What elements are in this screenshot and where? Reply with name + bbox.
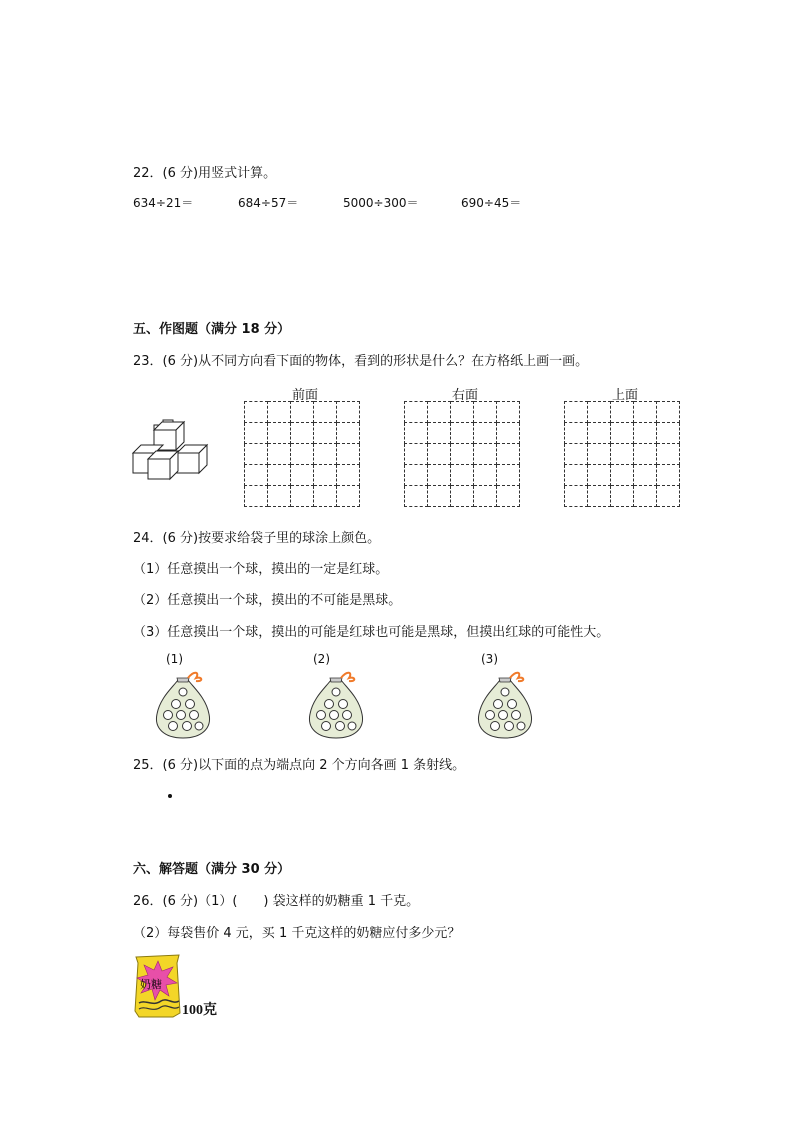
grid-right[interactable] [404,401,520,507]
bag-label-2: (2) [313,652,330,666]
section5-heading: 五、作图题（满分 18 分） [133,322,291,337]
endpoint-dot[interactable] [166,792,174,800]
q24-item-1: （1）任意摸出一个球，摸出的一定是红球。 [133,562,389,577]
view-label-right: 右面 [451,388,478,403]
q26-sub: （2）每袋售价 4 元，买 1 千克这样的奶糖应付多少元？ [133,926,461,941]
view-label-top: 上面 [611,388,638,403]
q22-expr-4: 690÷45＝ [461,196,522,210]
bag-label-3: (3) [481,652,498,666]
ball-bag-2[interactable] [305,668,367,740]
q22-expr-3: 5000÷300＝ [343,196,419,210]
cubes-figure [130,415,212,483]
q25-title: 25．(6 分)以下面的点为端点向 2 个方向各画 1 条射线。 [133,758,466,773]
candy-pack-label: 奶糖 [140,978,162,991]
q26-title: 26．(6 分)（1）( ) 袋这样的奶糖重 1 千克。 [133,894,420,909]
q24-item-3: （3）任意摸出一个球，摸出的可能是红球也可能是黑球，但摸出红球的可能性大。 [133,625,610,640]
q24-title: 24．(6 分)按要求给袋子里的球涂上颜色。 [133,531,381,546]
grid-front[interactable] [244,401,360,507]
q22-expr-1: 634÷21＝ [133,196,194,210]
ball-bag-3[interactable] [474,668,536,740]
view-label-front: 前面 [291,388,318,403]
q24-item-2: （2）任意摸出一个球，摸出的不可能是黑球。 [133,593,402,608]
q22-title: 22．(6 分)用竖式计算。 [133,166,277,181]
bag-label-1: (1) [166,652,183,666]
ball-bag-1[interactable] [152,668,214,740]
grid-top[interactable] [564,401,680,507]
section6-heading: 六、解答题（满分 30 分） [133,862,291,877]
q23-title: 23．(6 分)从不同方向看下面的物体，看到的形状是什么？在方格纸上画一画。 [133,354,589,369]
candy-weight: 100克 [182,1003,217,1018]
q22-expr-2: 684÷57＝ [238,196,299,210]
